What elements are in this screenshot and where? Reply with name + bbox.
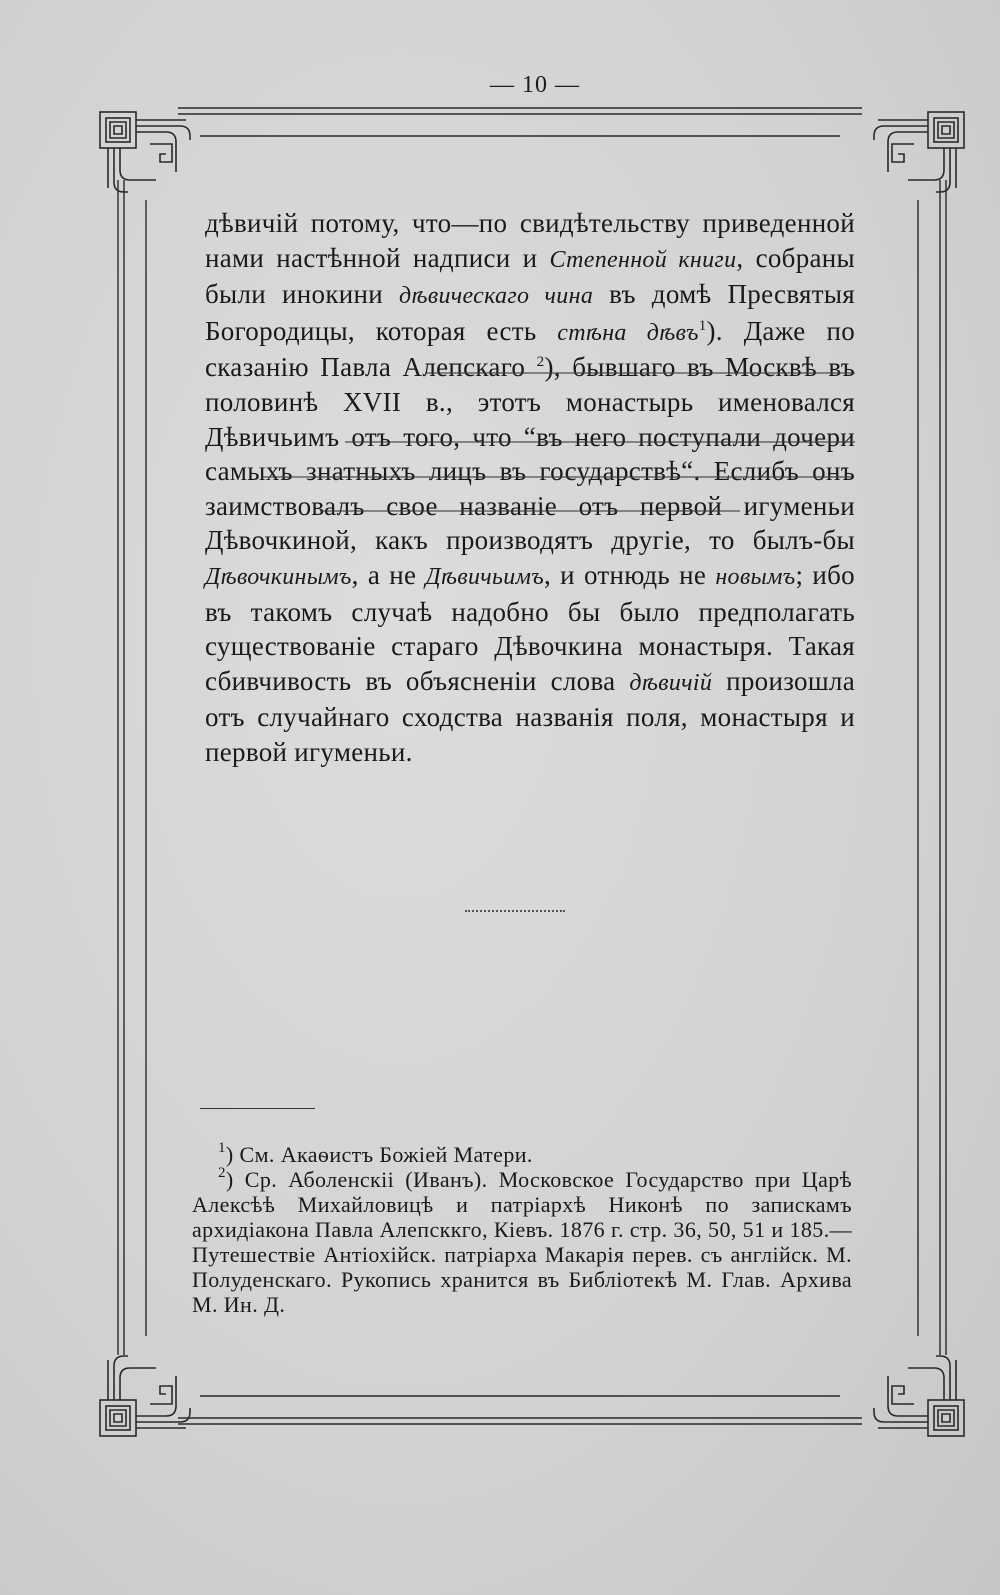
- footnote-reference: 2: [536, 354, 545, 371]
- body-paragraph: [205, 206, 855, 770]
- footnote-reference: 1: [698, 317, 707, 334]
- italic-text: Степенной книги: [549, 246, 737, 273]
- italic-text: стѣна дѣвъ: [557, 319, 699, 346]
- corner-ornament-top-right: [874, 112, 964, 192]
- footnote-1: [192, 1142, 852, 1167]
- text-run: въ домѣ Пресвятыя Богородицы, которая есть: [205, 279, 855, 346]
- text-run: ). Даже по сказанію Павла Алепскаго: [205, 315, 855, 383]
- text-run: дѣвичій потому, что—по свидѣтельству приведенной нами настѣнной надписи и: [205, 208, 855, 273]
- pencil-underline: [262, 476, 852, 478]
- text-run: , собраны были инокини: [205, 242, 855, 310]
- main-paragraph: [205, 206, 855, 770]
- footnote-rule: [200, 1108, 315, 1109]
- corner-ornament-bottom-left: [100, 1356, 190, 1436]
- pencil-underline: [345, 441, 855, 443]
- italic-text: Дѣвичьимъ: [425, 563, 544, 590]
- page-number: — 10 —: [490, 72, 580, 98]
- section-divider: [465, 910, 565, 912]
- pencil-underline: [425, 372, 855, 374]
- footnote-1-mark: 1: [218, 1140, 226, 1156]
- footnote-1-text: ) См. Акаѳистъ Божіей Матери.: [225, 1142, 533, 1167]
- pencil-underline: [320, 510, 740, 512]
- italic-text: Дѣвочкинымъ: [205, 563, 352, 590]
- corner-ornament-bottom-right: [874, 1356, 964, 1436]
- text-run: , и отнюдь не: [543, 559, 716, 590]
- italic-text: дѣвическаго чина: [399, 283, 594, 310]
- footnote-2-text: ) Ср. Аболенскіі (Иванъ). Московское Государство при Царѣ Алексѣѣ Михайловицѣ и патріархѣ Никонѣ по запискамъ архидіакона Павла Алепсккго, Кіевъ. 1876 г. стр. 36, 50, 51 и 185.—Путешествіе Антіохійск. патріарха Макарія перев. съ англійск. М. Полуденскаго. Рукопись хранится въ Библіотекѣ М. Глав. Архива М. Ин. Д.: [192, 1167, 852, 1317]
- corner-ornament-top-left: [100, 112, 190, 192]
- footnote-2-mark: 2: [218, 1165, 226, 1181]
- italic-text: новымъ: [715, 563, 796, 590]
- footnotes: [192, 1142, 852, 1317]
- text-run: ; ибо въ такомъ случаѣ надобно бы было предполагать существованіе стараго Дѣвочкина монастыря. Такая сбивчивость въ объясненіи слова: [205, 559, 855, 696]
- italic-text: дѣвичій: [629, 669, 713, 696]
- footnote-2: [192, 1167, 852, 1317]
- text-run: ), бывшаго въ Москвѣ въ половинѣ XVII в., этотъ монастырь именовался Дѣвичьимъ отъ того, что “въ него поступали дочери самыхъ знатныхъ лицъ въ государствѣ“. Еслибъ онъ заимствовалъ свое названіе отъ первой игуменьи Дѣвочкиной, какъ производятъ другіе, то былъ-бы: [205, 352, 855, 556]
- text-run: произошла отъ случайнаго сходства названія поля, монастыря и первой игуменьи.: [205, 665, 855, 767]
- text-run: , а не: [351, 559, 426, 590]
